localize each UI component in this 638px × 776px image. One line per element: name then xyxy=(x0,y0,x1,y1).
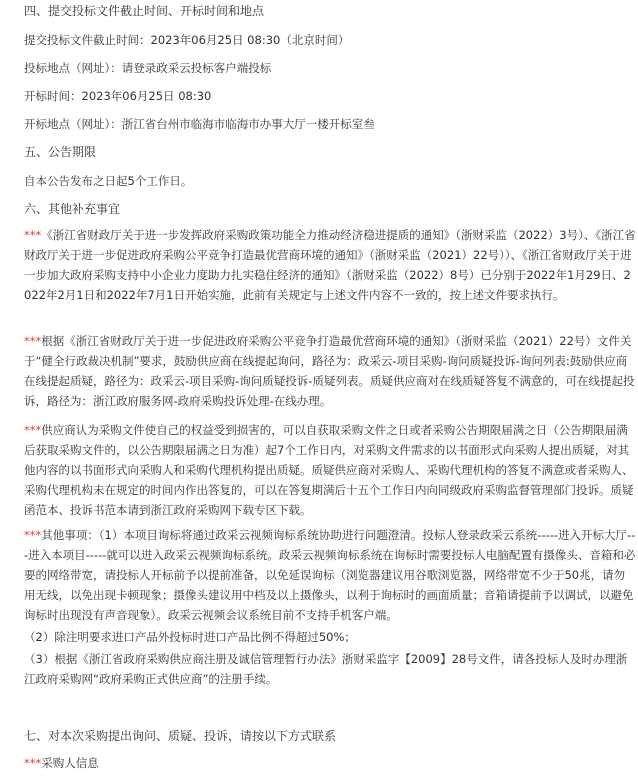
paragraph-text: 其他事项：（1）本项目询标将通过政采云视频询标系统协助进行问题澄清。投标人登录政采云系统-----进入开标大厅---进入本项目-----就可以进入政采云视频询标系统。政采云视频询标系统在询标时需要投标人电脑配置有摄像头、音箱和必要的网络带宽，请投标人开标前予以提前准备，以免延误询标（浏览器建议用谷歌浏览器，网络带宽不少于50兆，请勿用无线，以免出现卡顿现象；摄像头建议用中档及以上摄像头，以利于询标时的画面质量；音箱请提前予以调试，以避免询标时出现没有声音现象）。政采云视频会议系统目前不支持手机客户端。 xyxy=(24,528,636,622)
supplement-paragraph-3 xyxy=(24,420,636,520)
section-4-heading: 四、提交投标文件截止时间、开标时间和地点 xyxy=(24,4,265,18)
purchaser-info-text: 采购人信息 xyxy=(41,756,99,770)
paragraph-text: 《浙江省财政厅关于进一步发挥政府采购政策功能全力推动经济稳进提质的通知》（浙财采监（2022）3号）、《浙江省财政厅关于进一步促进政府采购公平竞争打造最优营商环境的通知》（浙财采监（2021）22号））、《浙江省财政厅关于进一步加大政府采购支持中小企业力度助力扎实稳住经济的通知》（浙财采监（2022）8号）已分别于2022年1月29日、2022年2月1日和2022年7月1日开始实施，此前有关规定与上述文件内容不一致的，按上述文件要求执行。 xyxy=(24,228,636,302)
paragraph-text: 供应商认为采购文件使自己的权益受到损害的，可以自获取采购文件之日或者采购公告期限届满之日（公告期限届满后获取采购文件的，以公告期限届满之日为准）起7个工作日内，对采购文件需求的以书面形式向采购人提出质疑，对其他内容的以书面形式向采购人和采购代理机构提出质疑。质疑供应商对采购人、采购代理机构的答复不满意或者采购人、采购代理机构未在规定的时间内作出答复的，可以在答复期满后十五个工作日内向同级政府采购监督管理部门投诉。质疑函范本、投诉书范本请到浙江政府采购网下载专区下载。 xyxy=(24,423,634,517)
opening-location-text: 开标地点（网址）：浙江省台州市临海市临海市办事大厅一楼开标室叁 xyxy=(24,117,375,131)
supplement-paragraph-5: （2）除注明要求进口产品外投标时进口产品比例不得超过50%； xyxy=(24,630,356,644)
bid-location-text: 投标地点（网址）：请登录政采云投标客户端投标 xyxy=(24,61,272,75)
paragraph-text: 根据《浙江省财政厅关于进一步促进政府采购公平竞争打造最优营商环境的通知》（浙财采监（2021）22号）文件关于“健全行政裁决机制”要求，鼓励供应商在线提起询问，路径为：政采云-项目采购-询问质疑投诉-询问列表:鼓励供应商在线提起质疑，路径为：政采云-项目采购-询问质疑投诉-质疑列表。质疑供应商对在线质疑答复不满意的，可在线提起投诉，路径为：浙江政府服务网-政府采购投诉处理-在线办理。 xyxy=(24,334,635,408)
section-6-heading: 六、其他补充事宜 xyxy=(24,202,121,216)
marker-asterisks: *** xyxy=(24,423,42,437)
opening-time-text: 开标时间：2023年06月25日 08:30 xyxy=(24,89,212,103)
section-7-heading: 七、对本次采购提出询问、质疑、投诉，请按以下方式联系 xyxy=(24,729,337,743)
section-5-heading: 五、公告期限 xyxy=(24,145,97,159)
purchaser-info-label xyxy=(24,755,99,771)
supplement-paragraph-2 xyxy=(24,331,636,411)
supplement-paragraph-6: （3）根据《浙江省政府采购供应商注册及诚信管理暂行办法》浙财采监字【2009】28号文件，请各投标人及时办理浙江政府采购网“政府采购正式供应商”的注册手续。 xyxy=(24,652,628,686)
supplement-paragraph-1 xyxy=(24,225,636,305)
marker-asterisks: *** xyxy=(24,756,42,770)
marker-asterisks: *** xyxy=(24,334,42,348)
supplement-paragraph-4 xyxy=(24,525,636,625)
marker-asterisks: *** xyxy=(24,528,42,542)
notice-period-text: 自本公告发布之日起5个工作日。 xyxy=(24,174,193,188)
bid-deadline-text: 提交投标文件截止时间：2023年06月25日 08:30（北京时间） xyxy=(24,33,350,47)
marker-asterisks: *** xyxy=(24,228,42,242)
